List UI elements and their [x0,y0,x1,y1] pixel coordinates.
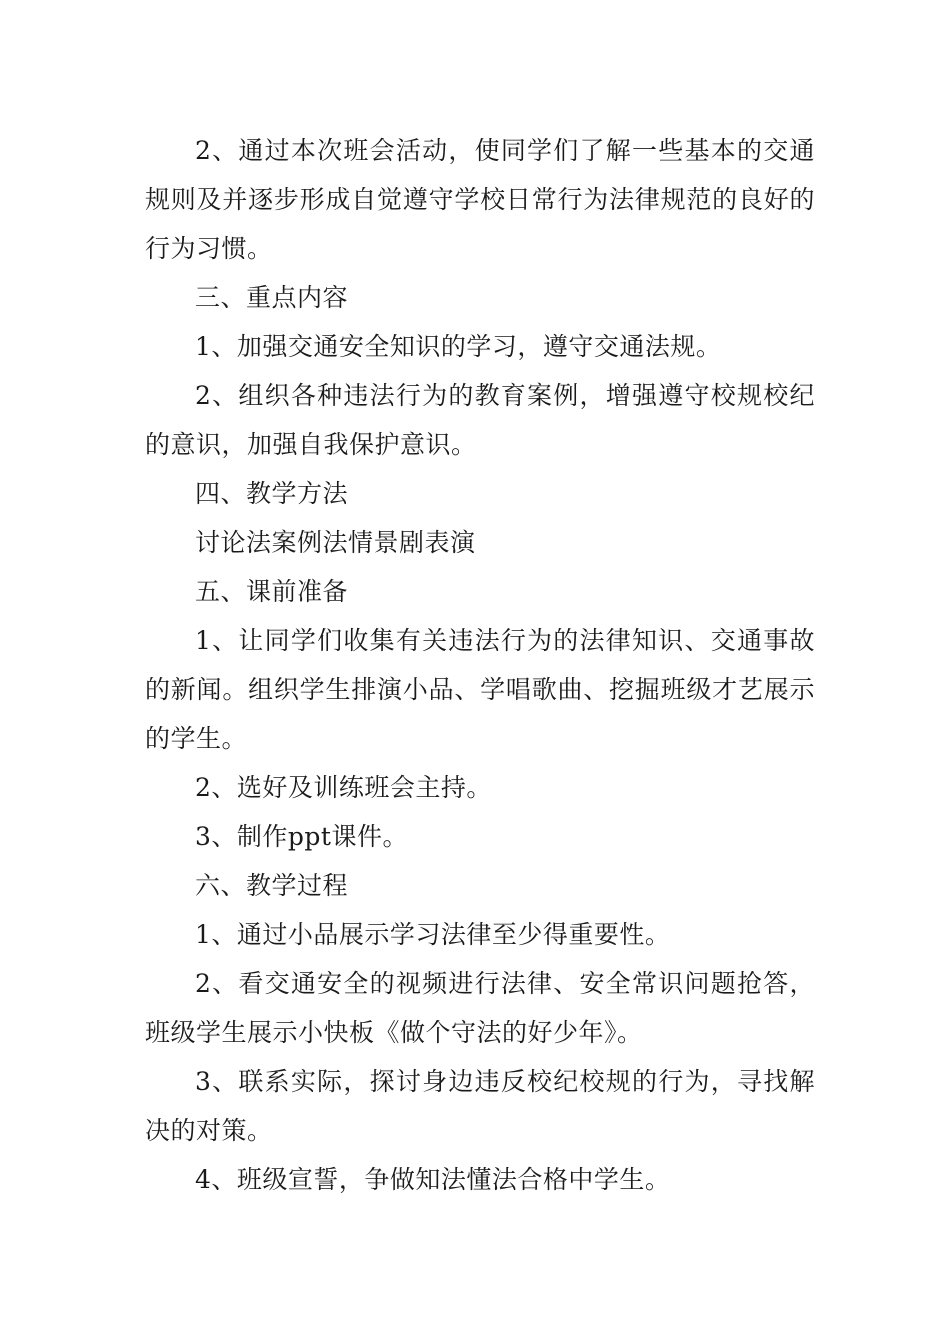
document-body [145,126,815,1204]
heading-teaching-method: 四、教学方法 [195,479,349,508]
paragraph-prep-1: 1、让同学们收集有关违法行为的法律知识、交通事故的新闻。组织学生排演小品、学唱歌曲、挖掘班级才艺展示的学生。 [145,626,815,753]
paragraph-process-2: 2、看交通安全的视频进行法律、安全常识问题抢答，班级学生展示小快板《做个守法的好少年》。 [145,969,815,1047]
paragraph-key-1: 1、加强交通安全知识的学习，遵守交通法规。 [195,332,722,361]
heading-teaching-process: 六、教学过程 [195,871,349,900]
heading-preparation: 五、课前准备 [195,577,349,606]
paragraph-prep-3: 3、制作ppt课件。 [195,822,408,851]
paragraph-key-2: 2、组织各种违法行为的教育案例，增强遵守校规校纪的意识，加强自我保护意识。 [145,381,815,459]
paragraph-prep-2: 2、选好及训练班会主持。 [195,773,492,802]
paragraph-method: 讨论法案例法情景剧表演 [195,528,476,557]
paragraph-process-3: 3、联系实际，探讨身边违反校纪校规的行为，寻找解决的对策。 [145,1067,815,1145]
paragraph-goal-2: 2、通过本次班会活动，使同学们了解一些基本的交通规则及并逐步形成自觉遵守学校日常行为法律规范的良好的行为习惯。 [145,136,815,263]
heading-key-content: 三、重点内容 [195,283,349,312]
paragraph-process-4: 4、班级宣誓，争做知法懂法合格中学生。 [195,1165,671,1194]
paragraph-process-1: 1、通过小品展示学习法律至少得重要性。 [195,920,671,949]
